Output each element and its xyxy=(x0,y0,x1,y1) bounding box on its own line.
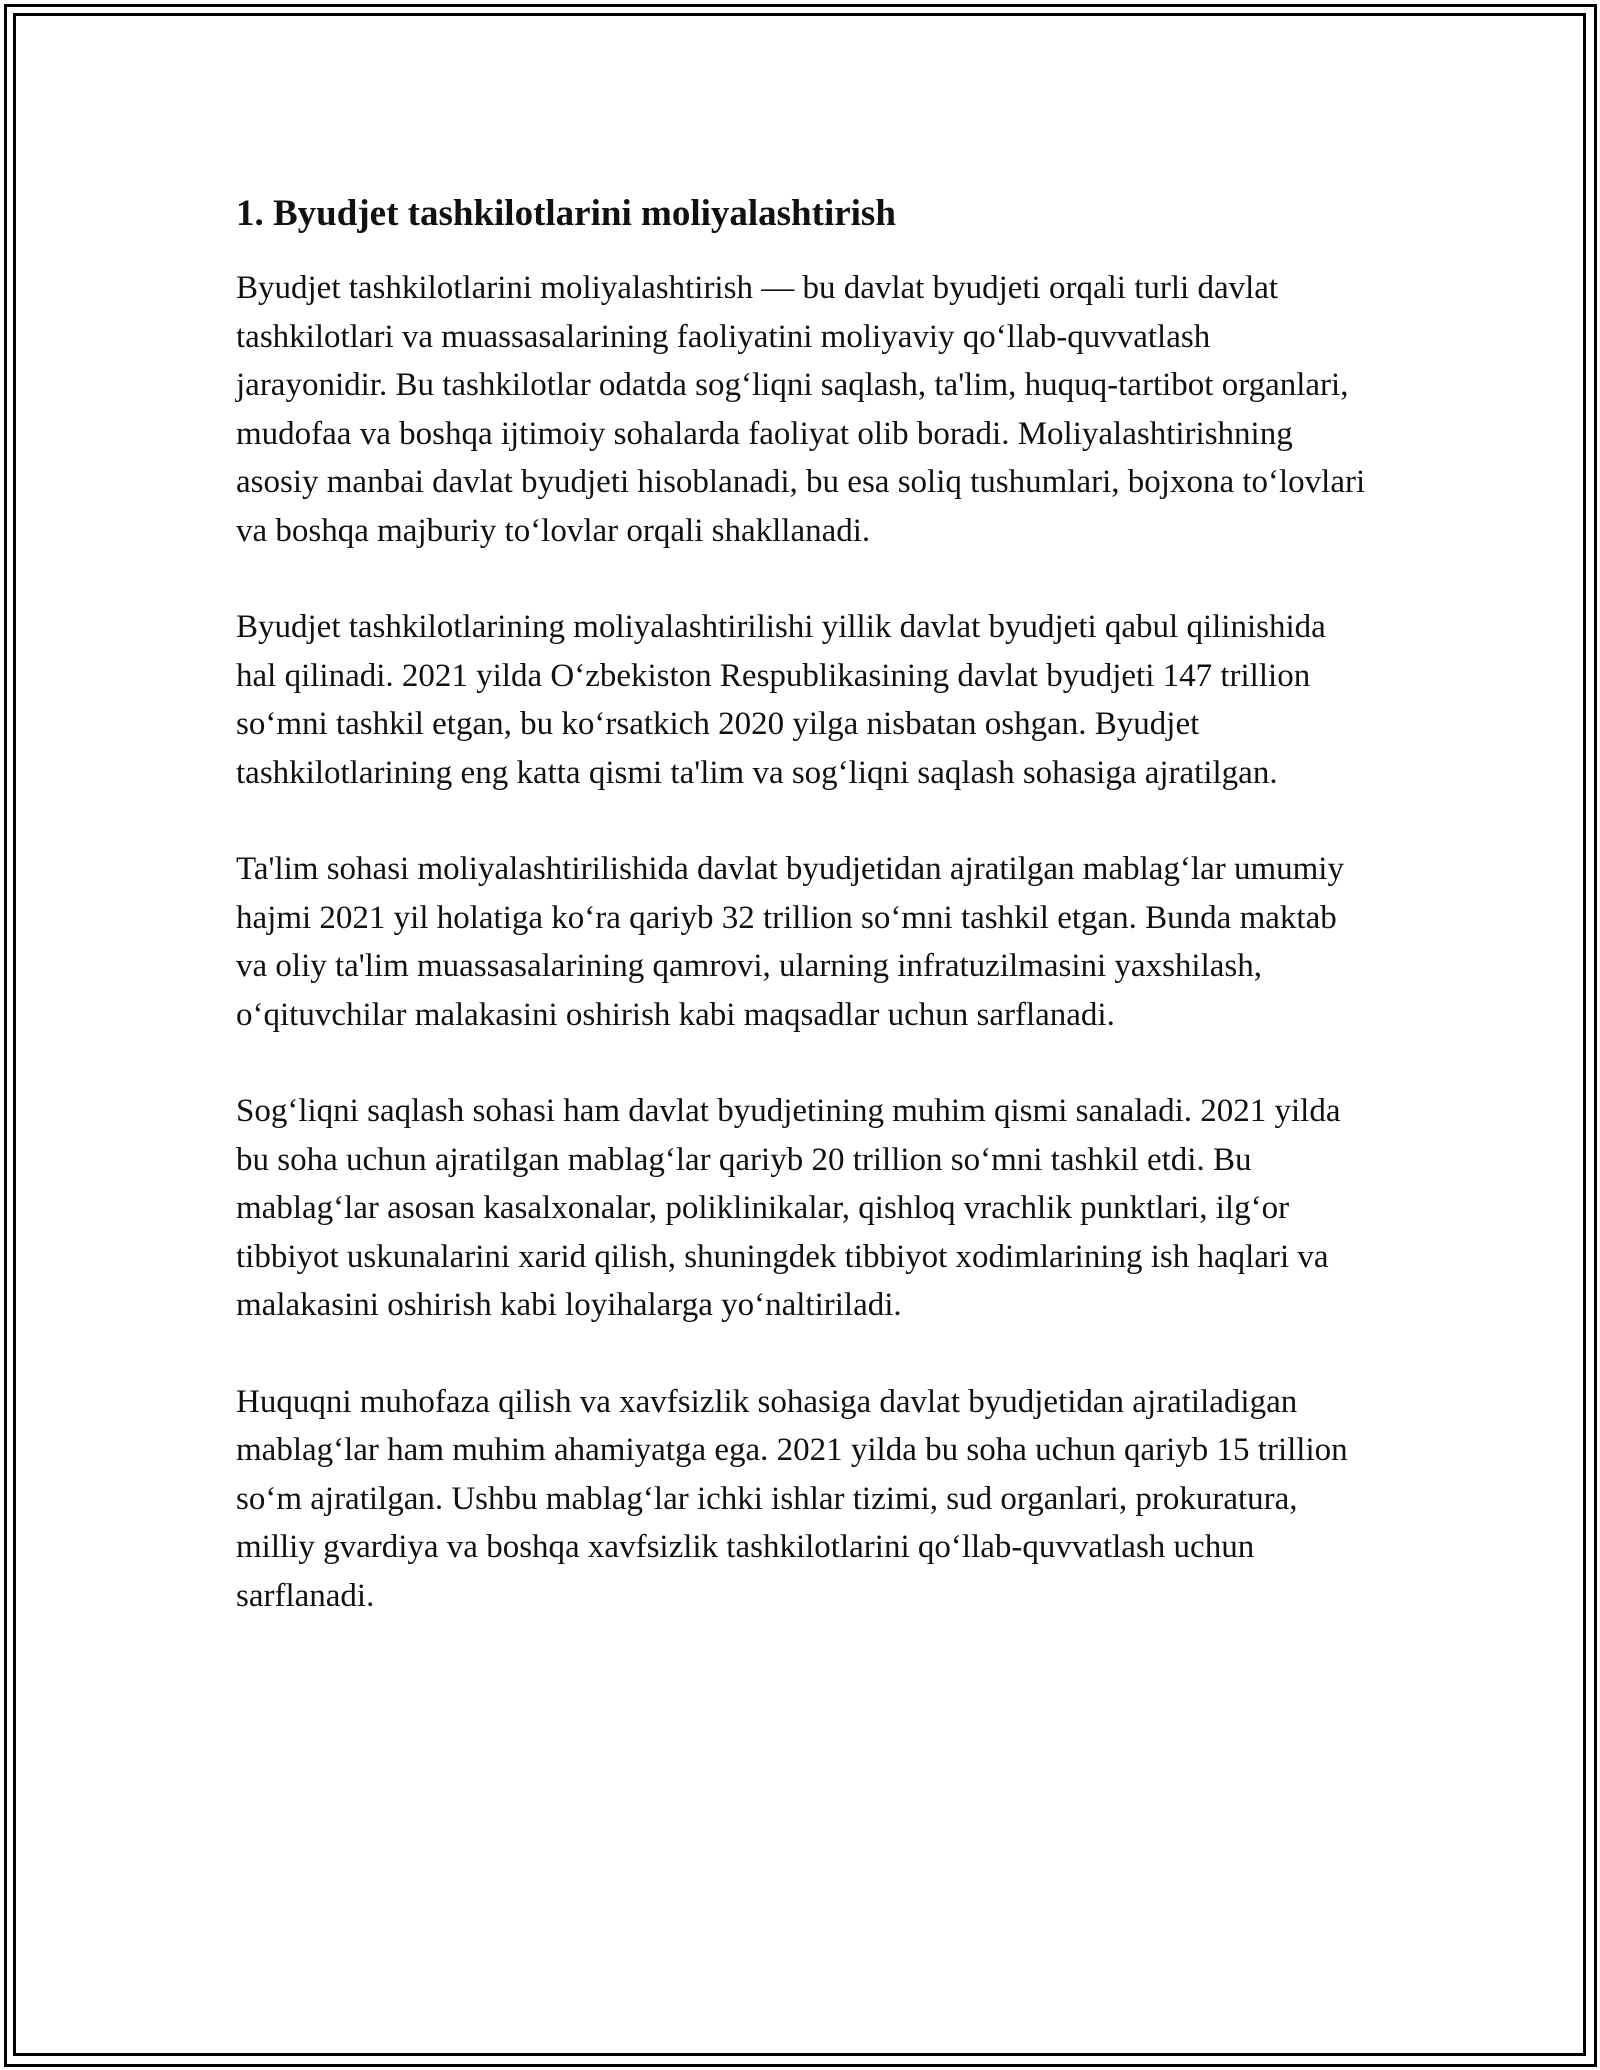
paragraph-5: Huquqni muhofaza qilish va xavfsizlik sohasiga davlat byudjetidan ajratiladigan mablag‘lar ham muhim ahamiyatga ega. 2021 yilda bu soha uchun qariyb 15 trillion so‘m ajratilgan. Ushbu mablag‘lar ichki ishlar tizimi, sud organlari, prokuratura, milliy gvardiya va boshqa xavfsizlik tashkilotlarini qo‘llab-quvvatlash uchun sarflanadi. xyxy=(236,1383,1348,1614)
section-heading: 1. Byudjet tashkilotlarini moliyalashtirish xyxy=(236,193,896,234)
paragraph-4: Sog‘liqni saqlash sohasi ham davlat byudjetining muhim qismi sanaladi. 2021 yilda bu soha uchun ajratilgan mablag‘lar qariyb 20 trillion so‘mni tashkil etdi. Bu mablag‘lar asosan kasalxonalar, poliklinikalar, qishloq vrachlik punktlari, ilg‘or tibbiyot uskunalarini xarid qilish, shuningdek tibbiyot xodimlarining ish haqlari va malakasini oshirish kabi loyihalarga yo‘naltiriladi. xyxy=(236,1093,1341,1323)
paragraph-1: Byudjet tashkilotlarini moliyalashtirish — bu davlat byudjeti orqali turli davlat tashkilotlari va muassasalarining faoliyatini moliyaviy qo‘llab-quvvatlash jarayonidir. Bu tashkilotlar odatda sog‘liqni saqlash, ta'lim, huquq-tartibot organlari, mudofaa va boshqa ijtimoiy sohalarda faoliyat olib boradi. Moliyalashtirishning asosiy manbai davlat byudjeti hisoblanadi, bu esa soliq tushumlari, bojxona to‘lovlari va boshqa majburiy to‘lovlar orqali shakllanadi. xyxy=(236,270,1366,549)
paragraph-2: Byudjet tashkilotlarining moliyalashtirilishi yillik davlat byudjeti qabul qilinishida hal qilinadi. 2021 yilda O‘zbekiston Respublikasining davlat byudjeti 147 trillion so‘mni tashkil etgan, bu ko‘rsatkich 2020 yilga nisbatan oshgan. Byudjet tashkilotlarining eng katta qismi ta'lim va sog‘liqni saqlash sohasiga ajratilgan. xyxy=(236,609,1326,791)
document-body xyxy=(236,188,1366,1668)
paragraph-3: Ta'lim sohasi moliyalashtirilishida davlat byudjetidan ajratilgan mablag‘lar umumiy hajmi 2021 yil holatiga ko‘ra qariyb 32 trillion so‘mni tashkil etgan. Bunda maktab va oliy ta'lim muassasalarining qamrovi, ularning infratuzilmasini yaxshilash, o‘qituvchilar malakasini oshirish kabi maqsadlar uchun sarflanadi. xyxy=(236,851,1344,1033)
